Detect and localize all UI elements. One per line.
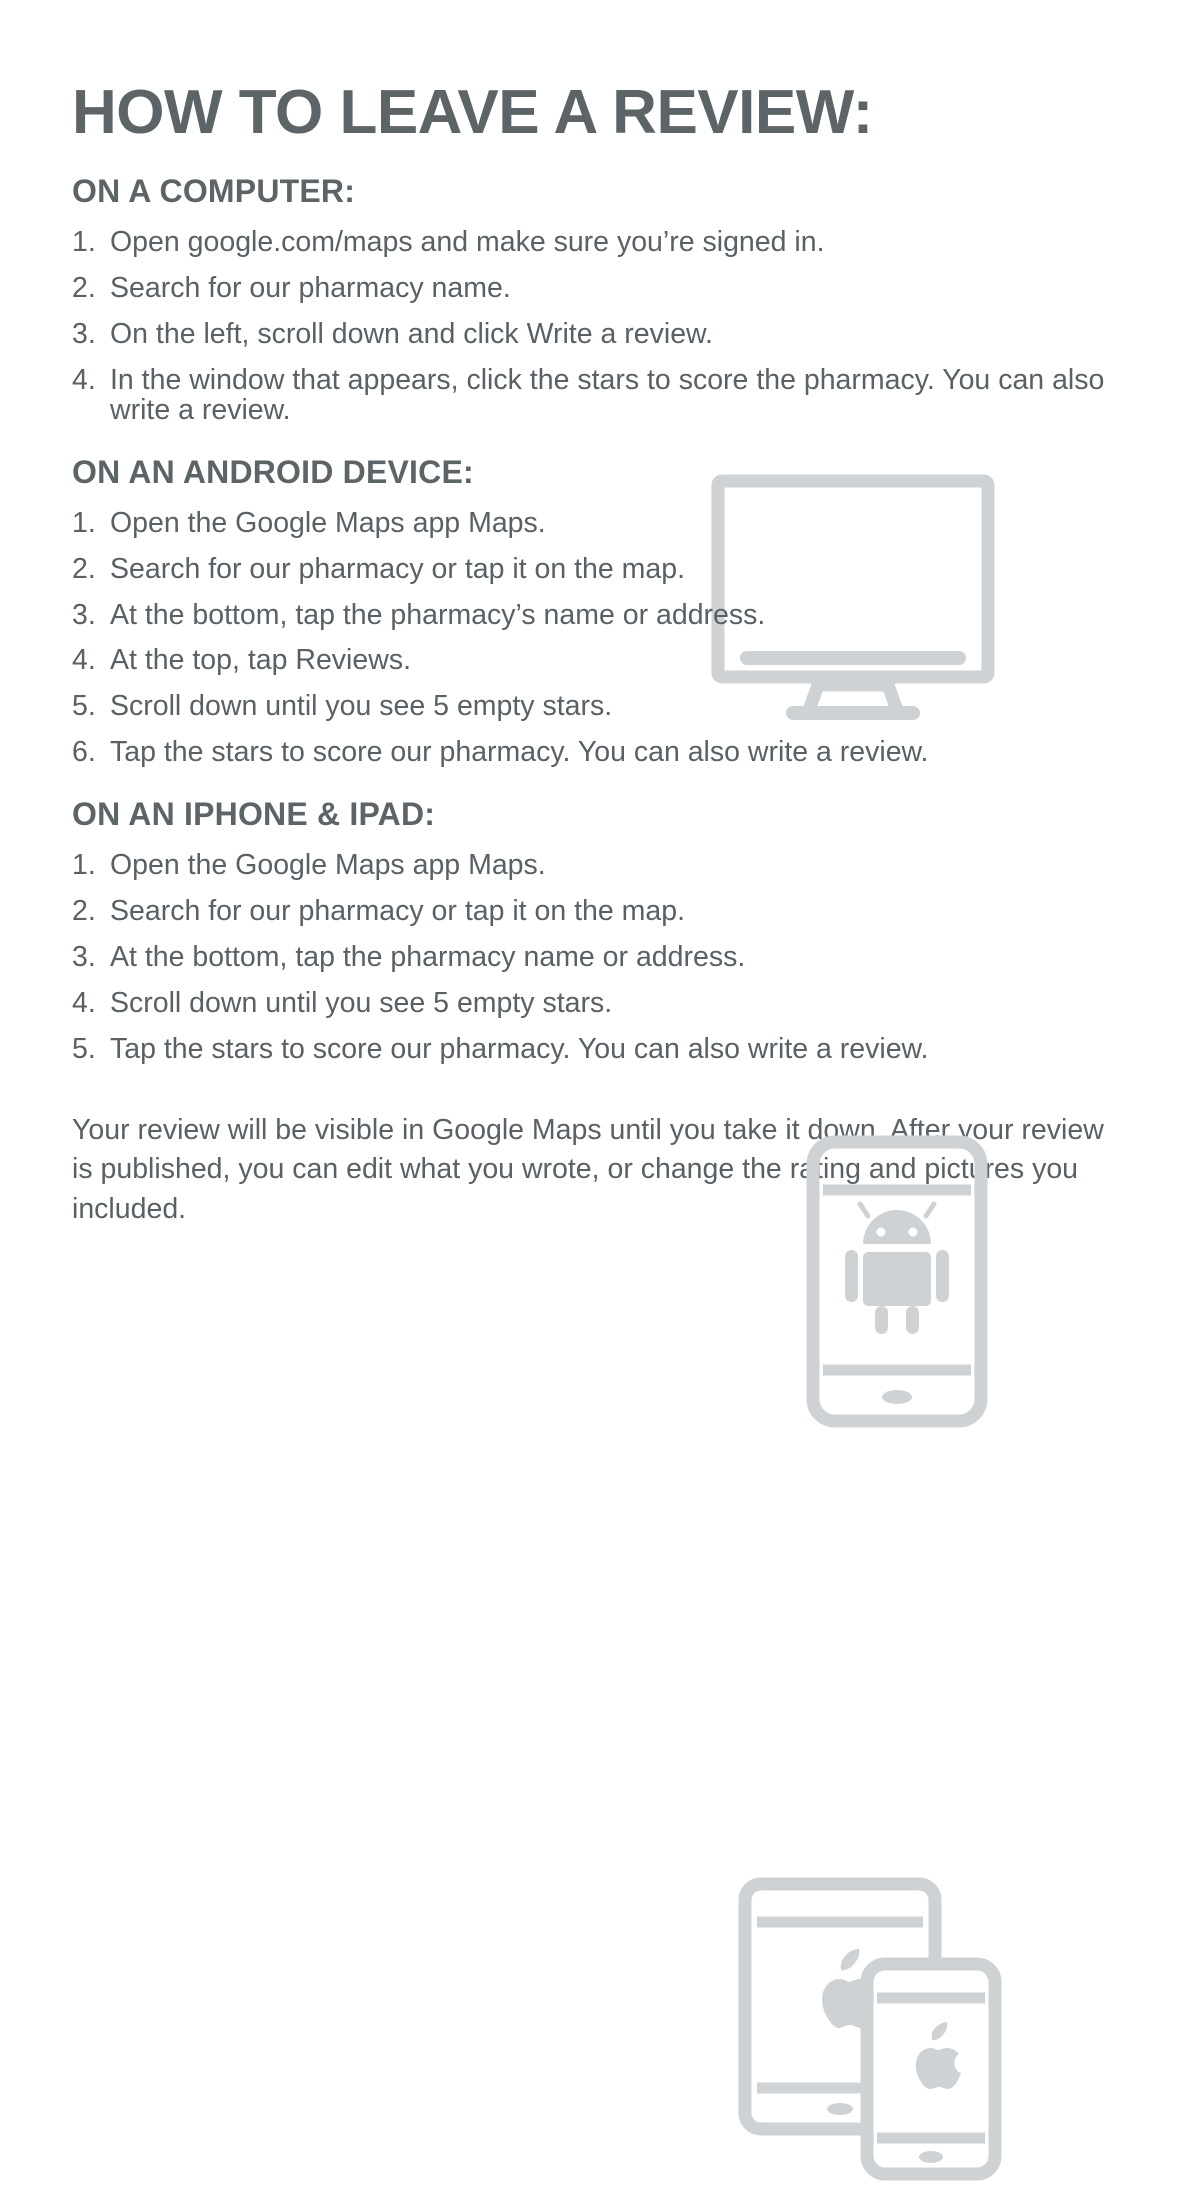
step-text: In the window that appears, click the stars to score the pharmacy. You can also write a review. (110, 363, 1105, 426)
step-number: 5. (72, 1032, 96, 1065)
apple-tablet-phone-icon (737, 1876, 1002, 2186)
list-item (72, 363, 1120, 426)
section-iphone-ipad (72, 796, 1120, 1065)
section-heading-computer: ON A COMPUTER: (72, 173, 356, 210)
step-text: Tap the stars to score our pharmacy. You can also write a review. (110, 736, 929, 769)
section-android (72, 454, 1120, 769)
step-text: Scroll down until you see 5 empty stars. (110, 987, 613, 1019)
step-text: At the bottom, tap the pharmacy name or address. (110, 941, 746, 974)
step-number: 1. (72, 506, 96, 539)
step-text: Open the Google Maps app Maps. (110, 849, 546, 882)
step-number: 6. (72, 736, 96, 769)
list-item (72, 506, 1120, 539)
step-number: 5. (72, 690, 96, 723)
steps-list-android (72, 506, 1120, 769)
list-item (72, 943, 1120, 973)
step-text: At the top, tap Reviews. (110, 644, 411, 677)
step-number: 1. (72, 226, 96, 259)
step-text: Open google.com/maps and make sure you’re signed in. (110, 226, 825, 259)
list-item (72, 692, 1120, 722)
step-number: 3. (72, 598, 96, 631)
list-item (72, 851, 1120, 881)
step-text: Open the Google Maps app Maps. (110, 506, 546, 539)
step-number: 3. (72, 317, 96, 350)
list-item (72, 598, 1120, 631)
step-number: 2. (72, 552, 96, 585)
list-item (72, 1032, 1120, 1065)
list-item (72, 989, 1120, 1019)
section-computer (72, 173, 1120, 426)
step-number: 3. (72, 941, 96, 974)
step-text: Tap the stars to score our pharmacy. You can also write a review. (110, 1032, 929, 1065)
section-heading-iphone-ipad: ON AN IPHONE & IPAD: (72, 796, 436, 833)
step-text: Scroll down until you see 5 empty stars. (110, 690, 613, 723)
step-number: 4. (72, 644, 96, 677)
step-text: Search for our pharmacy name. (110, 272, 511, 305)
list-item (72, 552, 1120, 585)
footnote-text: Your review will be visible in Google Maps until you take it down. After your review is published, you can edit what you wrote, or change the rating and pictures you included. (72, 1113, 1104, 1225)
steps-list-iphone-ipad (72, 851, 1120, 1065)
steps-list-computer (72, 228, 1120, 426)
step-text: On the left, scroll down and click Write a review. (110, 317, 713, 350)
step-number: 4. (72, 987, 96, 1019)
step-number: 1. (72, 849, 96, 882)
list-item (72, 738, 1120, 768)
list-item (72, 274, 1120, 304)
list-item (72, 897, 1120, 927)
page-title: HOW TO LEAVE A REVIEW: (72, 78, 873, 147)
list-item (72, 646, 1120, 676)
section-heading-android: ON AN ANDROID DEVICE: (72, 453, 474, 490)
list-item (72, 228, 1120, 258)
step-text: Search for our pharmacy or tap it on the map. (110, 552, 686, 585)
step-text: At the bottom, tap the pharmacy’s name or address. (110, 598, 766, 631)
step-number: 4. (72, 363, 96, 396)
step-number: 2. (72, 272, 96, 305)
step-text: Search for our pharmacy or tap it on the map. (110, 895, 686, 928)
list-item (72, 317, 1120, 350)
step-number: 2. (72, 895, 96, 928)
